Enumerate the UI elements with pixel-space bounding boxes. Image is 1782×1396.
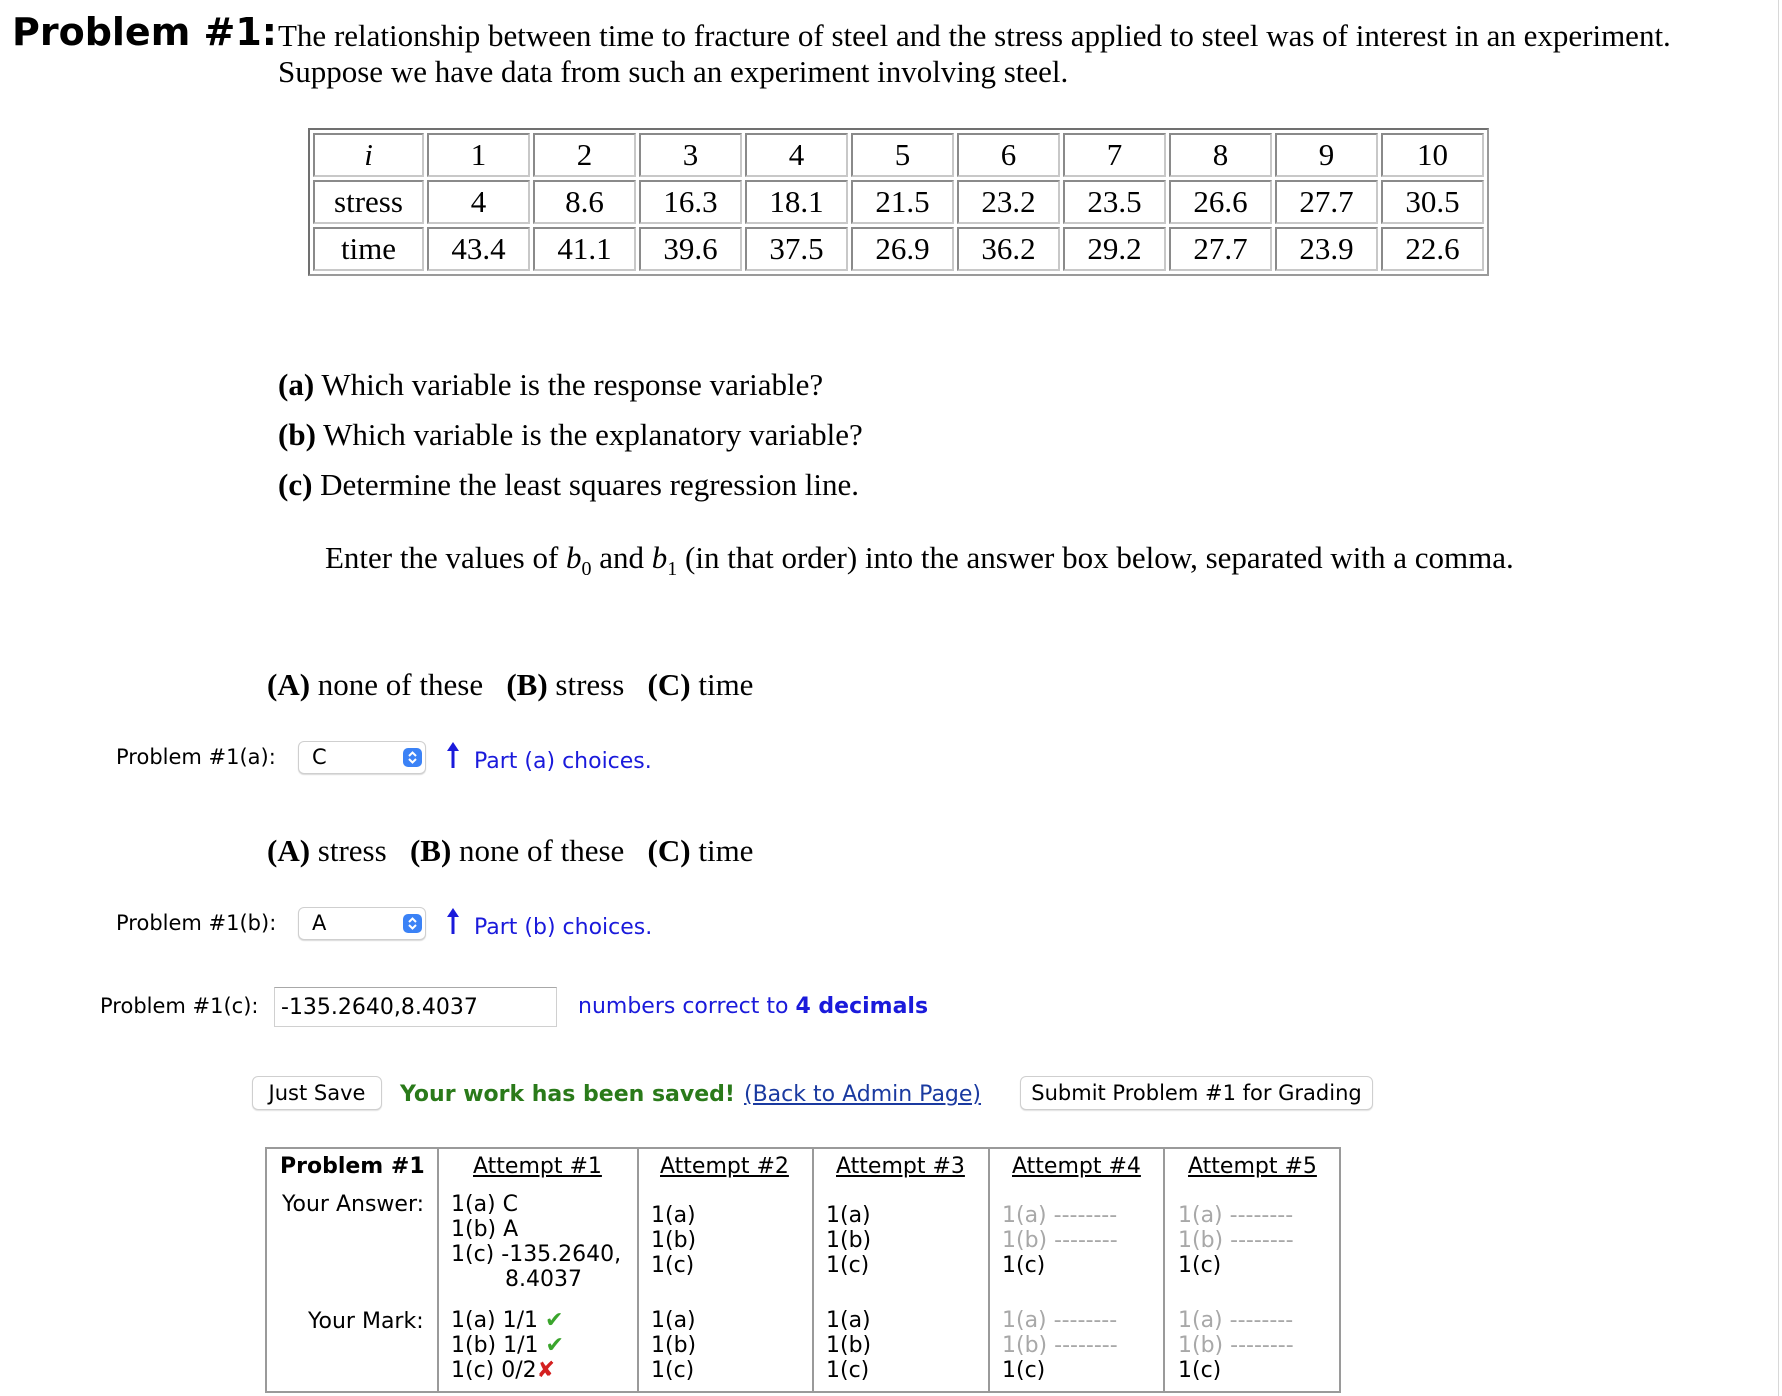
instr-post: (in that order) into the answer box below, separated with a comma. (685, 540, 1514, 575)
question-c (278, 467, 859, 503)
part-c-note-text: numbers correct to (578, 994, 789, 1019)
part-label: 1(b) (651, 1333, 697, 1358)
table-cell: 9 (1275, 133, 1378, 177)
attempt-2-header[interactable]: Attempt #2 (660, 1154, 789, 1179)
choice-key: (C) (647, 833, 691, 868)
choice-text: none of these (459, 833, 625, 868)
part-label: 1(b) (1002, 1333, 1048, 1358)
choice-text: time (698, 667, 754, 702)
table-cell: 22.6 (1381, 227, 1484, 271)
choice-key: (B) (409, 833, 452, 868)
table-cell: 4 (427, 180, 530, 224)
choice-text: none of these (317, 667, 484, 702)
table-cell: 26.6 (1169, 180, 1272, 224)
row-header: time (313, 227, 424, 271)
attempt-3-mark (826, 1308, 871, 1383)
part-label: 1(b) (1178, 1333, 1224, 1358)
part-label: 1(c) (651, 1358, 695, 1383)
attempt-1-header[interactable]: Attempt #1 (473, 1154, 602, 1179)
part-label: 1(b) (1002, 1228, 1048, 1253)
part-b-label: Problem #1(b): (116, 911, 277, 935)
your-answer-label: Your Answer: (282, 1192, 425, 1217)
choice-key: (B) (506, 667, 548, 702)
part-label: 1(c) (651, 1253, 695, 1278)
check-icon: ✔ (545, 1308, 564, 1333)
part-label: 1(a) (826, 1203, 871, 1228)
column-divider (437, 1147, 439, 1393)
part-label: 1(b) (826, 1228, 872, 1253)
part-a-label: Problem #1(a): (116, 745, 276, 769)
check-icon: ✔ (545, 1333, 564, 1358)
question-a-text: Which variable is the response variable? (321, 367, 824, 402)
choice-key: (A) (267, 667, 311, 702)
mark-line: 1(b) 1/1 (451, 1333, 539, 1358)
table-cell: 6 (957, 133, 1060, 177)
select-chevron-icon (403, 914, 422, 933)
table-cell: 3 (639, 133, 742, 177)
mark-line: 1(a) 1/1 (451, 1308, 539, 1333)
instr-and: and (599, 540, 645, 575)
empty-dashes: -------- (1053, 1308, 1118, 1333)
choice-key: (A) (267, 833, 311, 868)
question-c-text: Determine the least squares regression line. (320, 467, 860, 502)
empty-dashes: -------- (1054, 1333, 1118, 1358)
question-a-label: (a) (278, 367, 315, 402)
part-label: 1(c) (1178, 1358, 1222, 1383)
table-cell: 8 (1169, 133, 1272, 177)
your-mark-label: Your Mark: (308, 1309, 424, 1334)
back-to-admin-link[interactable]: (Back to Admin Page) (744, 1082, 982, 1107)
attempt-5-header[interactable]: Attempt #5 (1188, 1154, 1317, 1179)
choice-text: stress (555, 667, 625, 702)
part-label: 1(a) (1178, 1203, 1223, 1228)
submit-for-grading-button[interactable]: Submit Problem #1 for Grading (1020, 1076, 1373, 1110)
attempt-4-answer (1002, 1203, 1118, 1278)
table-cell: 43.4 (427, 227, 530, 271)
just-save-button[interactable]: Just Save (252, 1076, 382, 1110)
row-header: i (313, 133, 424, 177)
select-chevron-icon (403, 748, 422, 767)
empty-dashes: -------- (1054, 1228, 1118, 1253)
table-cell: 36.2 (957, 227, 1060, 271)
part-label: 1(a) (826, 1308, 871, 1333)
answer-line: 1(c) -135.2640, (451, 1242, 622, 1267)
attempt-3-answer (826, 1203, 871, 1278)
question-b (278, 417, 863, 453)
b1-symbol: b (651, 540, 668, 575)
empty-dashes: -------- (1053, 1203, 1118, 1228)
page-edge-rule (1778, 0, 1779, 1396)
part-label: 1(c) (826, 1358, 870, 1383)
table-cell: 4 (745, 133, 848, 177)
question-a (278, 367, 823, 403)
answer-line: 1(a) C (451, 1192, 518, 1217)
part-c-note (578, 994, 928, 1019)
table-cell: 2 (533, 133, 636, 177)
part-b-choices (267, 833, 753, 869)
question-b-text: Which variable is the explanatory variable? (323, 417, 863, 452)
problem-statement-line1: The relationship between time to fracture of steel and the stress applied to steel was of interest in an experiment. (278, 18, 1671, 53)
column-divider (637, 1147, 639, 1393)
row-header: stress (313, 180, 424, 224)
table-cell: 10 (1381, 133, 1484, 177)
part-label: 1(c) (826, 1253, 870, 1278)
part-c-label: Problem #1(c): (100, 994, 259, 1018)
b1-subscript: 1 (667, 558, 678, 581)
attempt-2-answer (651, 1203, 696, 1278)
attempt-1-mark (451, 1308, 564, 1383)
table-cell: 21.5 (851, 180, 954, 224)
part-label: 1(c) (1002, 1358, 1046, 1383)
part-a-hint: Part (a) choices. (474, 749, 652, 774)
mark-line: 1(c) 0/2 (451, 1358, 537, 1383)
table-cell: 27.7 (1275, 180, 1378, 224)
attempts-title: Problem #1 (280, 1154, 425, 1179)
part-label: 1(c) (1002, 1253, 1046, 1278)
table-row-index (313, 133, 1484, 177)
table-cell: 26.9 (851, 227, 954, 271)
answer-line: 8.4037 (505, 1267, 582, 1292)
table-row-stress (313, 180, 1484, 224)
part-label: 1(b) (826, 1333, 872, 1358)
problem-title: Problem #1: (12, 10, 277, 54)
choice-text: time (698, 833, 754, 868)
empty-dashes: -------- (1229, 1203, 1294, 1228)
choice-text: stress (317, 833, 387, 868)
table-cell: 37.5 (745, 227, 848, 271)
saved-message: Your work has been saved! (400, 1082, 735, 1107)
part-b-selected-value: A (312, 911, 327, 935)
part-b-select[interactable] (298, 907, 426, 940)
part-label: 1(a) (1002, 1203, 1047, 1228)
empty-dashes: -------- (1230, 1228, 1294, 1253)
table-cell: 23.9 (1275, 227, 1378, 271)
part-label: 1(a) (1178, 1308, 1223, 1333)
table-cell: 1 (427, 133, 530, 177)
attempt-4-mark (1002, 1308, 1118, 1383)
arrow-up-icon (445, 906, 461, 936)
part-label: 1(a) (651, 1203, 696, 1228)
part-label: 1(b) (1178, 1228, 1224, 1253)
choice-key: (C) (647, 667, 691, 702)
column-divider (812, 1147, 814, 1393)
table-cell: 29.2 (1063, 227, 1166, 271)
data-table (308, 128, 1489, 276)
table-row-time (313, 227, 1484, 271)
part-c-note-bold: 4 decimals (795, 994, 929, 1019)
table-cell: 7 (1063, 133, 1166, 177)
table-cell: 18.1 (745, 180, 848, 224)
part-label: 1(a) (651, 1308, 696, 1333)
attempt-3-header[interactable]: Attempt #3 (836, 1154, 965, 1179)
b0-symbol: b (566, 540, 582, 575)
column-divider (1163, 1147, 1165, 1393)
part-a-selected-value: C (312, 745, 327, 769)
part-a-select[interactable] (298, 741, 426, 774)
question-c-label: (c) (278, 467, 313, 502)
answer-line: 1(b) A (451, 1217, 519, 1242)
table-cell: 16.3 (639, 180, 742, 224)
instructions (325, 540, 1514, 581)
table-cell: 27.7 (1169, 227, 1272, 271)
part-b-hint: Part (b) choices. (474, 915, 653, 940)
empty-dashes: -------- (1230, 1333, 1294, 1358)
empty-dashes: -------- (1229, 1308, 1294, 1333)
part-c-answer-input[interactable] (274, 987, 557, 1027)
arrow-up-icon (445, 740, 461, 770)
column-divider (988, 1147, 990, 1393)
table-cell: 5 (851, 133, 954, 177)
part-label: 1(a) (1002, 1308, 1047, 1333)
attempt-5-mark (1178, 1308, 1294, 1383)
part-label: 1(b) (651, 1228, 697, 1253)
attempt-4-header[interactable]: Attempt #4 (1012, 1154, 1141, 1179)
part-label: 1(c) (1178, 1253, 1222, 1278)
table-cell: 8.6 (533, 180, 636, 224)
cross-icon: ✘ (536, 1358, 556, 1383)
table-cell: 23.2 (957, 180, 1060, 224)
table-cell: 30.5 (1381, 180, 1484, 224)
table-cell: 41.1 (533, 227, 636, 271)
question-b-label: (b) (278, 417, 316, 452)
attempt-1-answer (451, 1192, 621, 1292)
problem-statement-line2: Suppose we have data from such an experiment involving steel. (278, 54, 1069, 89)
instr-pre: Enter the values of (325, 540, 559, 575)
part-a-choices (267, 667, 753, 703)
table-cell: 23.5 (1063, 180, 1166, 224)
b0-subscript: 0 (581, 558, 592, 581)
table-cell: 39.6 (639, 227, 742, 271)
attempt-2-mark (651, 1308, 696, 1383)
attempt-5-answer (1178, 1203, 1294, 1278)
